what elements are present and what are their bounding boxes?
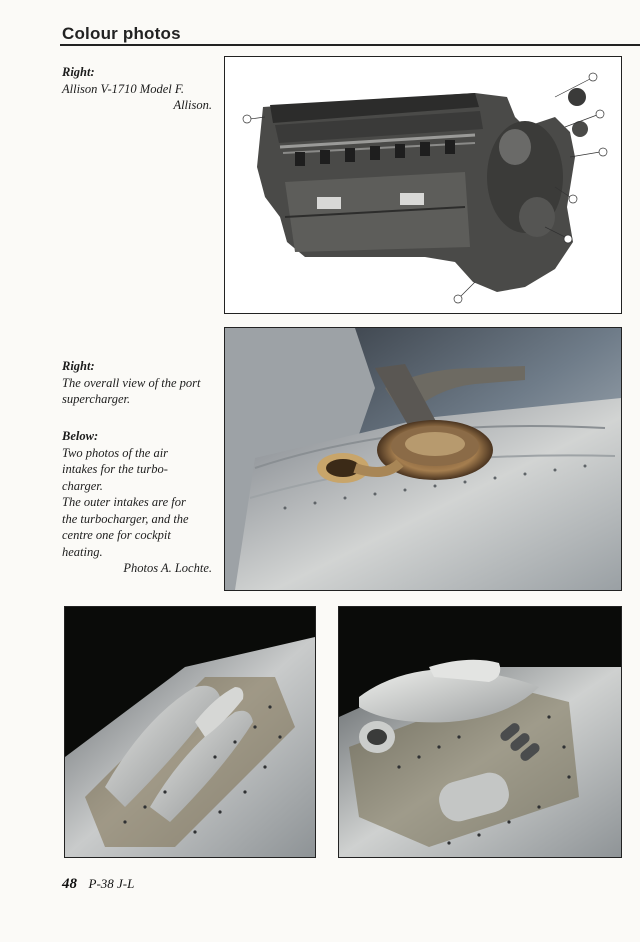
intakes-caption-line: heating. [62, 544, 103, 559]
intakes-caption-line: charger. [62, 478, 103, 493]
header-rule [60, 44, 640, 46]
intakes-caption-line: The outer intakes are for [62, 495, 186, 509]
engine-caption-credit: Allison. [173, 98, 212, 112]
supercharger-photo [224, 327, 622, 591]
intakes-right-illustration [339, 607, 621, 857]
intakes-caption-line: the turbocharger, and the [62, 511, 189, 526]
engine-photo [224, 56, 622, 314]
book-title: P-38 J-L [88, 876, 135, 891]
page-number: 48 [62, 876, 77, 892]
intakes-caption-credit: Photos A. Lochte. [123, 561, 212, 575]
intakes-caption-line: Two photos of the air [62, 445, 169, 460]
engine-caption-label: Right: [62, 65, 95, 79]
engine-caption [62, 64, 212, 114]
intakes-caption-line: intakes for the turbo- [62, 462, 168, 476]
intakes-caption-label: Below: [62, 429, 99, 443]
supercharger-caption-label: Right: [62, 359, 95, 373]
intakes-left-illustration [65, 607, 315, 857]
intakes-caption-line: centre one for cockpit [62, 528, 171, 542]
supercharger-caption [62, 358, 212, 408]
supercharger-caption-line: supercharger. [62, 392, 131, 406]
section-title: Colour photos [62, 24, 181, 43]
engine-illustration [225, 57, 621, 313]
page-footer [62, 876, 134, 893]
supercharger-caption-line: The overall view of the port [62, 375, 201, 390]
intakes-photo-right [338, 606, 622, 858]
intakes-photo-left [64, 606, 316, 858]
supercharger-illustration [225, 328, 621, 590]
engine-caption-line: Allison V-1710 Model F. [62, 81, 184, 96]
intakes-caption [62, 428, 212, 577]
